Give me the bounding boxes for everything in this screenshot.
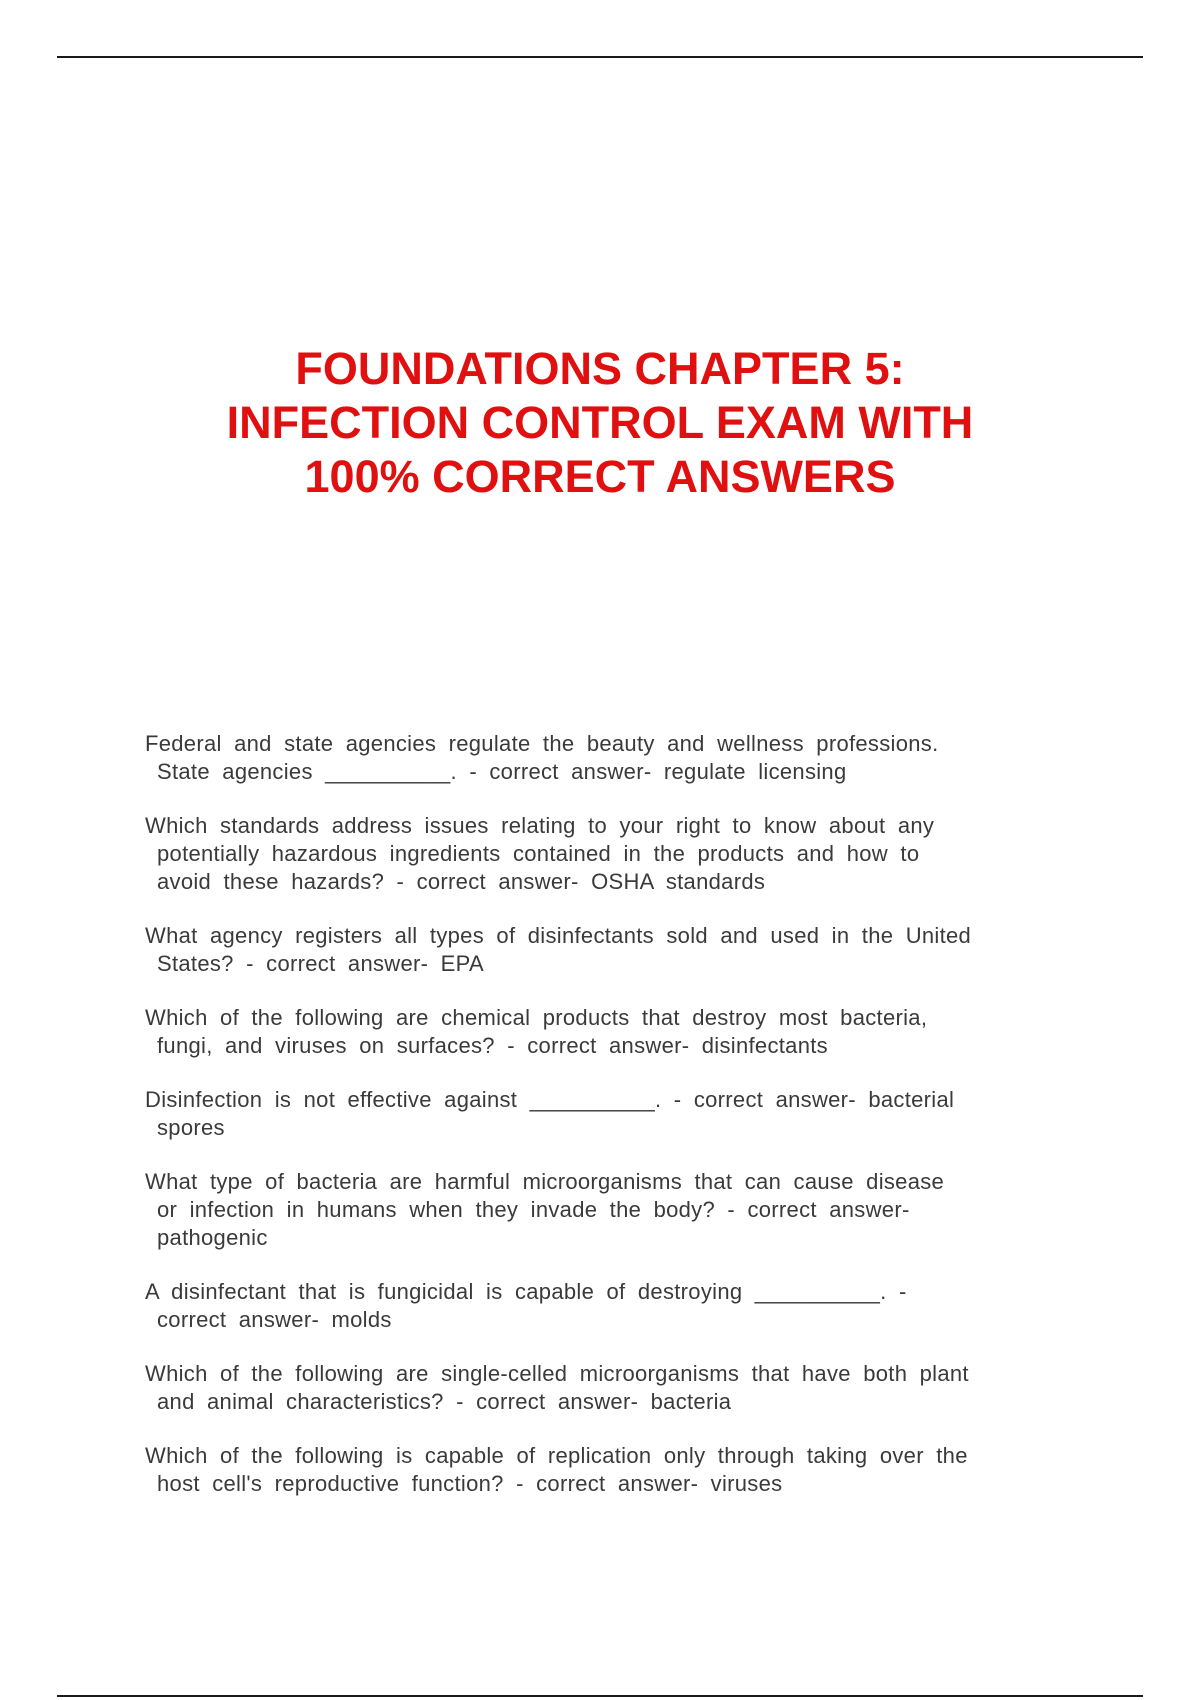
qa-line: correct answer- molds [157,1307,392,1332]
qa-line: avoid these hazards? - correct answer- OSHA standards [157,869,766,894]
title-line: FOUNDATIONS CHAPTER 5: [295,343,905,394]
qa-line: fungi, and viruses on surfaces? - correct answer- disinfectants [157,1033,828,1058]
qa-line: A disinfectant that is fungicidal is capable of destroying __________. - [145,1279,907,1304]
qa-item [145,1360,1065,1416]
qa-line: Which of the following are single-celled microorganisms that have both plant [145,1361,969,1386]
question-answer-list [145,730,1065,1524]
qa-item [145,1442,1065,1498]
qa-line: pathogenic [157,1225,268,1250]
qa-item [145,1168,1065,1252]
qa-line: State agencies __________. - correct answer- regulate licensing [157,759,847,784]
qa-item [145,1278,1065,1334]
bottom-rule [57,1695,1143,1697]
qa-line: host cell's reproductive function? - correct answer- viruses [157,1471,783,1496]
qa-item [145,730,1065,786]
qa-item [145,922,1065,978]
qa-line: Disinfection is not effective against __________. - correct answer- bacterial [145,1087,955,1112]
qa-line: Federal and state agencies regulate the beauty and wellness professions. [145,731,939,756]
document-title [0,342,1200,504]
qa-line: or infection in humans when they invade the body? - correct answer- [157,1197,910,1222]
title-line: 100% CORRECT ANSWERS [304,451,896,502]
title-line: INFECTION CONTROL EXAM WITH [226,397,974,448]
qa-line: Which standards address issues relating to your right to know about any [145,813,935,838]
qa-line: What agency registers all types of disinfectants sold and used in the United [145,923,972,948]
qa-item [145,812,1065,896]
qa-line: States? - correct answer- EPA [157,951,484,976]
qa-line: spores [157,1115,225,1140]
qa-line: and animal characteristics? - correct answer- bacteria [157,1389,732,1414]
qa-line: What type of bacteria are harmful microorganisms that can cause disease [145,1169,945,1194]
qa-item [145,1004,1065,1060]
qa-line: Which of the following is capable of replication only through taking over the [145,1443,968,1468]
top-rule [57,56,1143,58]
qa-line: Which of the following are chemical products that destroy most bacteria, [145,1005,928,1030]
qa-line: potentially hazardous ingredients contained in the products and how to [157,841,920,866]
qa-item [145,1086,1065,1142]
